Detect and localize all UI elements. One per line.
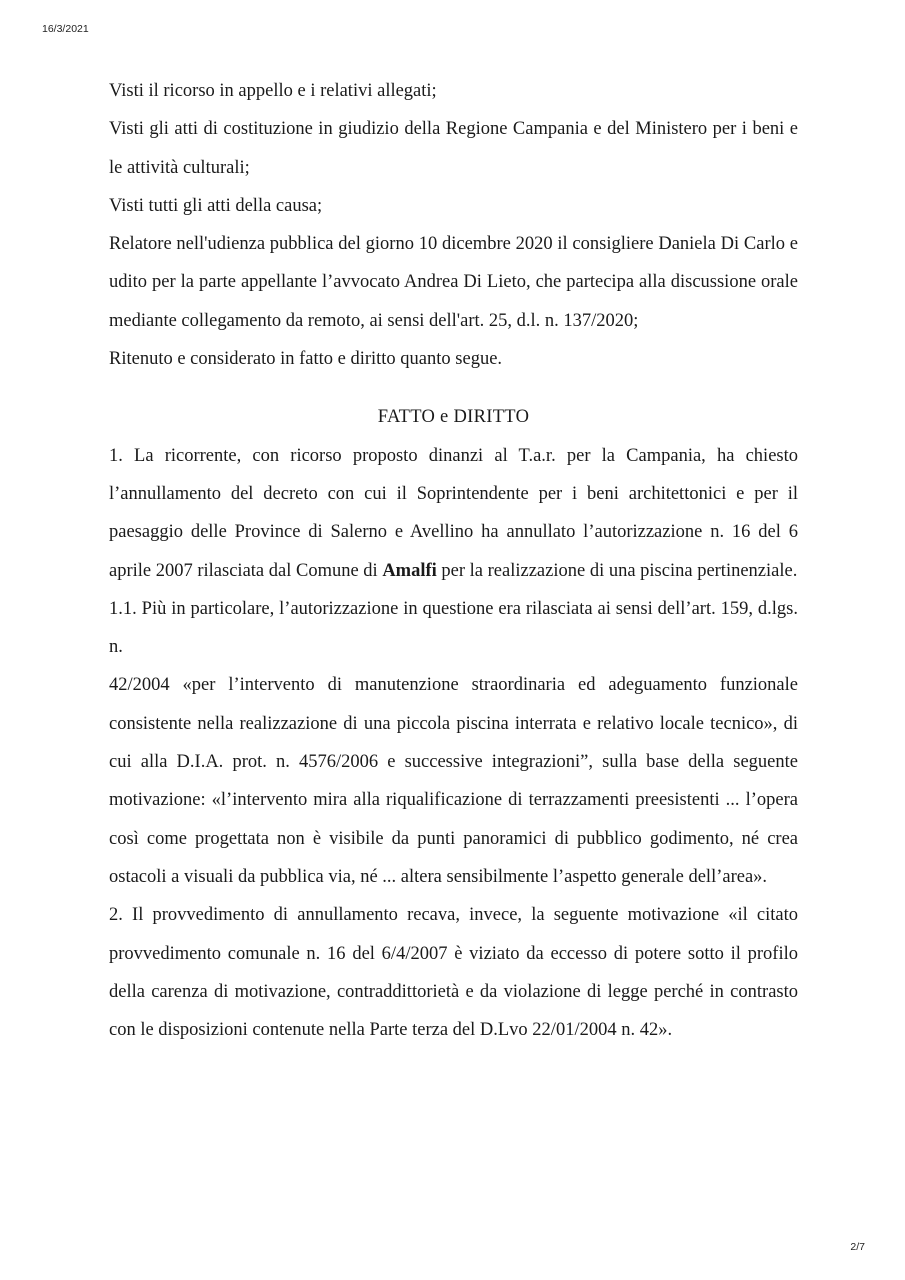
document-body	[109, 72, 798, 1049]
paragraph-1-text-b: per la realizzazione di una piscina pertinenziale.	[436, 560, 798, 581]
print-date: 16/3/2021	[42, 23, 89, 35]
paragraph-appeal: Visti il ricorso in appello e i relativi allegati;	[109, 81, 437, 101]
paragraph-1-text-a: 1. La ricorrente, con ricorso proposto dinanzi al T.a.r. per la Campania, ha chiesto l’annullamento del decreto con cui il Soprintendente per i beni architettonici e per il paesaggio delle Province di Salerno e Avellino ha annullato l’autorizzazione n. 16 del 6 aprile 2007 rilasciata dal Comune di	[109, 445, 798, 581]
paragraph-constitution: Visti gli atti di costituzione in giudizio della Regione Campania e del Ministero per i beni e le attività culturali;	[109, 119, 798, 178]
paragraph-2: 2. Il provvedimento di annullamento recava, invece, la seguente motivazione «il citato provvedimento comunale n. 16 del 6/4/2007 è viziato da eccesso di potere sotto il profilo della carenza di motivazione, contraddittorietà e da violazione di legge perché in contrasto con le disposizioni contenute nella Parte terza del D.Lvo 22/01/2004 n. 42».	[109, 905, 798, 1041]
paragraph-case-acts: Visti tutti gli atti della causa;	[109, 195, 323, 216]
paragraph-1-1: 1.1. Più in particolare, l’autorizzazione in questione era rilasciata ai sensi dell’art. 159, d.lgs. n.	[109, 598, 798, 658]
paragraph-1	[109, 437, 798, 590]
paragraph-1-bold: Amalfi	[382, 560, 437, 581]
page-number: 2/7	[850, 1241, 865, 1253]
section-heading: FATTO e DIRITTO	[377, 407, 530, 428]
paragraph-considered: Ritenuto e considerato in fatto e diritto quanto segue.	[109, 349, 503, 370]
paragraph-1-1-cont: 42/2004 «per l’intervento di manutenzione straordinaria ed adeguamento funzionale consistente nella realizzazione di una piccola piscina interrata e relativo locale tecnico», di cui alla D.I.A. prot. n. 4576/2006 e successive integrazioni”, sulla base della seguente motivazione: «l’intervento mira alla riqualificazione di terrazzamenti preesistenti ... l’opera così come progettata non è visibile da punti panoramici di pubblico godimento, né crea ostacoli a visuali da pubblica via, né ... altera sensibilmente l’aspetto generale dell’area».	[109, 675, 798, 887]
paragraph-rapporteur: Relatore nell'udienza pubblica del giorno 10 dicembre 2020 il consigliere Daniela Di Carlo e udito per la parte appellante l’avvocato Andrea Di Lieto, che partecipa alla discussione orale mediante collegamento da remoto, ai sensi dell'art. 25, d.l. n. 137/2020;	[109, 234, 798, 331]
